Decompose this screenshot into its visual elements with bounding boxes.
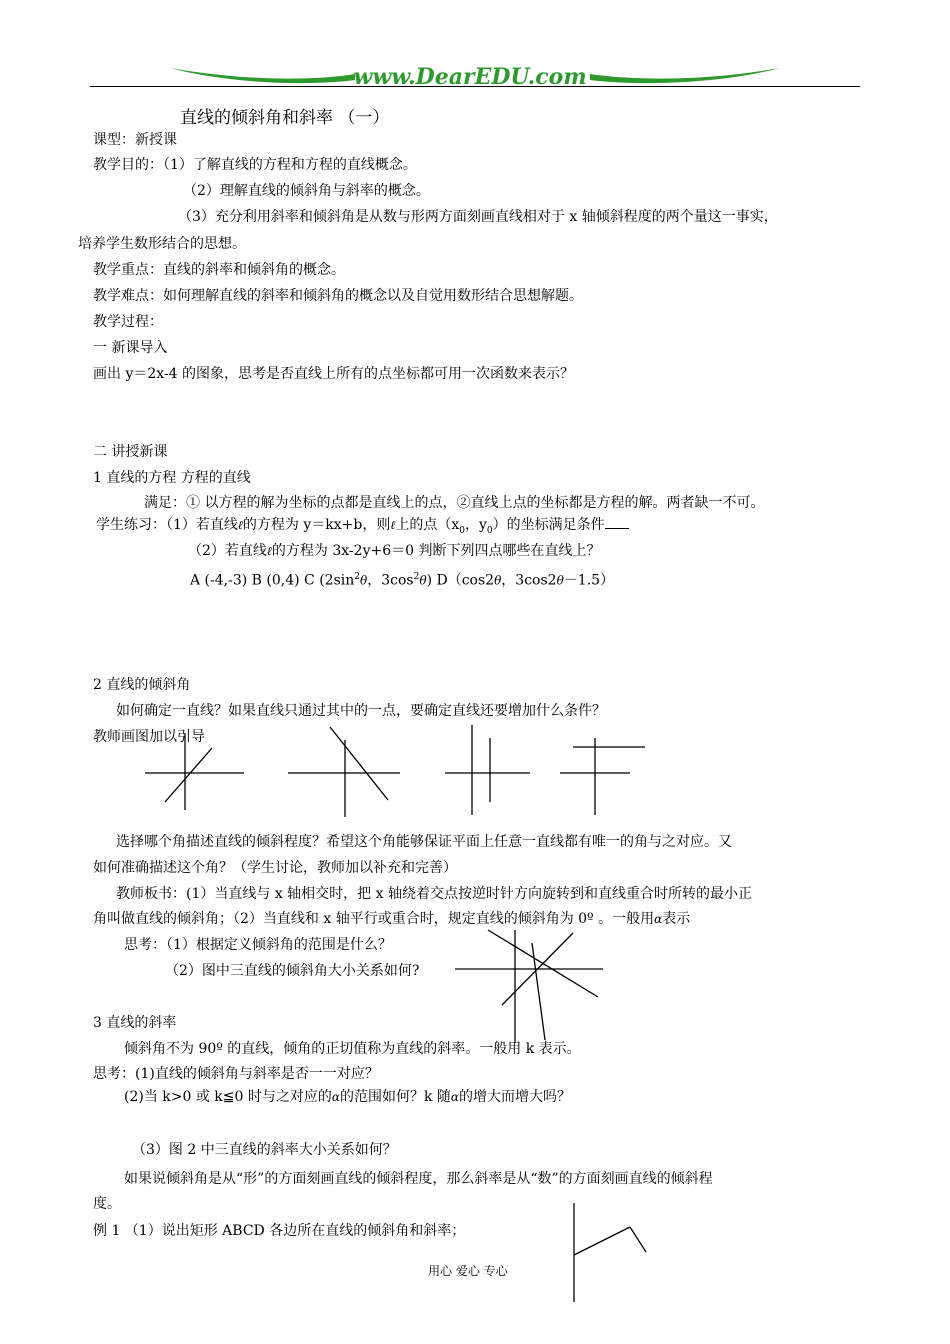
three-lines-diagram	[455, 925, 615, 1050]
text-line: （3）充分利用斜率和倾斜角是从数与形两方面刻画直线相对于 x 轴倾斜程度的两个量这一事实，	[178, 209, 778, 225]
text-line: 课型：新授课	[93, 132, 177, 148]
text-line: （3）图 2 中三直线的斜率大小关系如何？	[132, 1142, 397, 1158]
subsection-heading: 1 直线的方程 方程的直线	[93, 470, 251, 486]
text-line: 如何确定一直线？如果直线只通过其中的一点，要确定直线还要增加什么条件？	[116, 703, 606, 719]
logo-text: www.DearEDU.com	[353, 64, 587, 90]
text-line: 教师画图加以引导	[93, 729, 205, 745]
text-line: 画出 y＝2x-4 的图象，思考是否直线上所有的点坐标都可用一次函数来表示？	[93, 366, 575, 382]
text-line: 教学目的：（1）了解直线的方程和方程的直线概念。	[93, 157, 417, 173]
subsection-heading: 3 直线的斜率	[93, 1015, 177, 1031]
exercise-line-2: （2）若直线ℓ的方程为 3x-2y+6＝0 判断下列四点哪些在直线上？	[188, 543, 601, 559]
text-line: 思考：(1)直线的倾斜角与斜率是否一一对应？	[93, 1066, 379, 1082]
exercise-line-1: 学生练习：（1）若直线ℓ的方程为 y＝kx+b，则ℓ上的点（$x_0$，$y_0$）的坐标满足条件	[96, 516, 629, 540]
dearedu-logo	[170, 60, 780, 96]
line-diagrams	[140, 720, 650, 830]
text-line: 教师板书：(1）当直线与 x 轴相交时，把 x 轴绕着交点按逆时针方向旋转到和直线重合时所转的最小正	[116, 886, 752, 902]
text-line: 教学过程：	[93, 314, 163, 330]
example-line: 例 1 （1）说出矩形 ABCD 各边所在直线的倾斜角和斜率；	[93, 1223, 466, 1239]
text-line: 满足：① 以方程的解为坐标的点都是直线上的点，②直线上点的坐标都是方程的解。两者缺一不可。	[144, 495, 765, 511]
subsection-heading: 2 直线的倾斜角	[93, 677, 191, 693]
text-line: 教学重点：直线的斜率和倾斜角的概念。	[93, 262, 345, 278]
text-line: （2）图中三直线的倾斜角大小关系如何?	[165, 963, 420, 979]
text-line: 思考：（1）根据定义倾斜角的范围是什么？	[124, 937, 392, 953]
text-line: 度。	[93, 1196, 121, 1212]
text-line: (2)当 k>0 或 k≦0 时与之对应的α的范围如何？k 随α的增大而增大吗？	[124, 1089, 572, 1105]
page-title: 直线的倾斜角和斜率 （一）	[180, 108, 390, 128]
section-heading: 二 讲授新课	[93, 444, 168, 460]
text-line: 培养学生数形结合的思想。	[78, 236, 246, 252]
text-line: 角叫做直线的倾斜角；（2）当直线和 x 轴平行或重合时，规定直线的倾斜角为 0º 。一般用α表示	[93, 911, 691, 927]
text-line: （2）理解直线的倾斜角与斜率的概念。	[183, 183, 430, 199]
page-footer: 用心 爱心 专心	[428, 1264, 508, 1278]
example-figure	[570, 1200, 650, 1305]
answer-blank	[605, 516, 629, 529]
text-line: 如果说倾斜角是从“形”的方面刻画直线的倾斜程度，那么斜率是从“数”的方面刻画直线的倾斜程	[124, 1171, 713, 1187]
text-line: 教学难点：如何理解直线的斜率和倾斜角的概念以及自觉用数形结合思想解题。	[93, 288, 583, 304]
header-rule	[90, 86, 860, 87]
text-line: 如何准确描述这个角？（学生讨论，教师加以补充和完善）	[93, 860, 457, 876]
text-line: 倾斜角不为 90º 的直线，倾角的正切值称为直线的斜率。一般用 k 表示。	[124, 1041, 581, 1057]
section-heading: 一 新课导入	[93, 340, 168, 356]
exercise-options: A (-4,-3) B (0,4) C ($2\sin^2\theta$，$3\cos^2\theta$) D（cos2θ，3cos2θ－1.5）	[190, 572, 615, 589]
text-line: 选择哪个角描述直线的倾斜程度？希望这个角能够保证平面上任意一直线都有唯一的角与之对应。又	[116, 834, 732, 850]
